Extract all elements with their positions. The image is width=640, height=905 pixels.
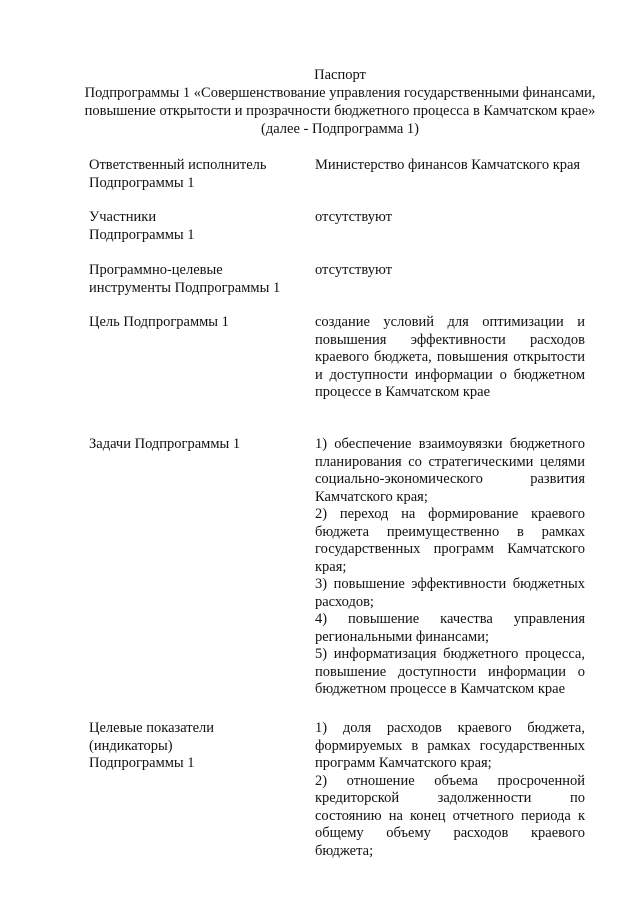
row-value-item: 2) отношение объема просроченной кредиторской задолженности по состоянию на конец отчетного периода к общему объему расходов краевого бюджета; <box>315 772 585 859</box>
row-value-item: Министерство финансов Камчатского края <box>315 157 581 173</box>
row-value-item: 1) обеспечение взаимоувязки бюджетного планирования со стратегическими целями социально-экономического развития Камчатского края; <box>315 436 585 505</box>
row-label: Программно-целевые инструменты Подпрограммы 1 <box>89 262 281 296</box>
row-label: Участники Подпрограммы 1 <box>89 209 195 243</box>
row-value <box>315 209 585 227</box>
row-value <box>315 314 585 402</box>
passport-header <box>80 66 600 138</box>
row-label: Ответственный исполнитель Подпрограммы 1 <box>89 157 267 191</box>
document-title: Паспорт <box>314 67 366 83</box>
row-value <box>315 157 585 175</box>
row-value-item: 2) переход на формирование краевого бюджета преимущественно в рамках государственных программ Камчатского края; <box>315 506 585 575</box>
row-value <box>315 720 585 860</box>
row-value-item: отсутствуют <box>315 209 392 225</box>
row-value-item: 4) повышение качества управления региональными финансами; <box>315 611 585 645</box>
row-value-item: создание условий для оптимизации и повышения эффективности расходов краевого бюджета, повышения открытости и доступности информации о бюджетном процессе в Камчатском крае <box>315 314 585 400</box>
row-value-item: 1) доля расходов краевого бюджета, формируемых в рамках государственных программ Камчатского края; <box>315 720 585 771</box>
row-value-item: 3) повышение эффективности бюджетных расходов; <box>315 576 585 610</box>
row-label: Цель Подпрограммы 1 <box>89 314 229 330</box>
row-value <box>315 262 585 280</box>
row-value-item: 5) информатизация бюджетного процесса, повышение доступности информации о бюджетном процессе в Камчатском крае <box>315 646 585 697</box>
row-label: Целевые показатели (индикаторы) Подпрограммы 1 <box>89 720 215 771</box>
row-label: Задачи Подпрограммы 1 <box>89 436 241 452</box>
document-subtitle: Подпрограммы 1 «Совершенствование управления государственными финансами, повышение открытости и прозрачности бюджетного процесса в Камчатском крае» (далее - Подпрограмма 1) <box>84 85 596 137</box>
row-value <box>315 436 585 699</box>
row-value-item: отсутствуют <box>315 262 392 278</box>
